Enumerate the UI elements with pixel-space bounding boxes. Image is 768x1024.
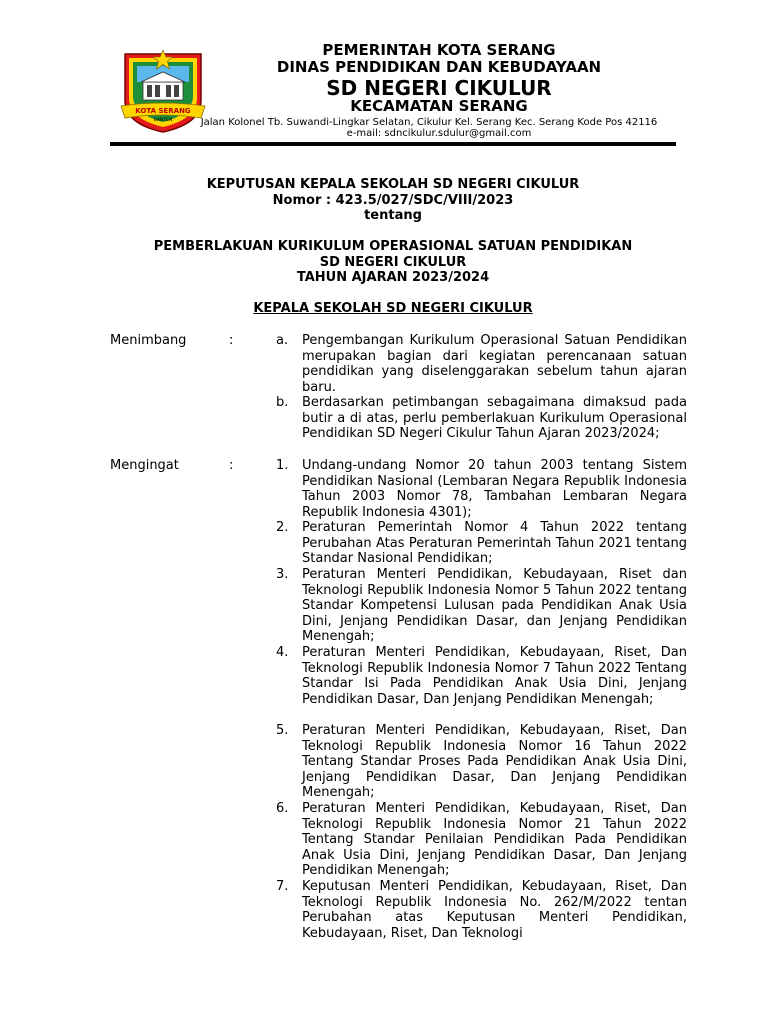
svg-text:BANTEN: BANTEN bbox=[153, 118, 173, 123]
decree-number: Nomor : 423.5/027/SDC/VIII/2023 bbox=[272, 193, 514, 208]
item-number: 7. bbox=[276, 879, 289, 894]
item-text: Peraturan Menteri Pendidikan, Kebudayaan, Riset, Dan Teknologi Republik Indonesia Nomor 21 Tahun 2022 Tentang Standar Penilaian Pendidikan Pada Pendidikan Anak Usia Dini, Jenjang Pendidikan Dasar, Dan Jenjang Pendidikan Menengah; bbox=[302, 801, 687, 878]
subject-line-1: PEMBERLAKUAN KURIKULUM OPERASIONAL SATUAN PENDIDIKAN bbox=[153, 239, 633, 254]
item-text: Peraturan Pemerintah Nomor 4 Tahun 2022 tentang Perubahan Atas Peraturan Pemerintah Tahun 2021 tentang Standar Nasional Pendidikan; bbox=[302, 520, 687, 566]
item-text: Undang-undang Nomor 20 tahun 2003 tentang Sistem Pendidikan Nasional (Lembaran Negara Republik Indonesia Tahun 2003 Nomor 78, Tambahan Lembaran Negara Republik Indonesia 4301); bbox=[302, 458, 687, 520]
decree-about: tentang bbox=[364, 208, 422, 223]
svg-text:KOTA SERANG: KOTA SERANG bbox=[135, 107, 191, 115]
item-number: 2. bbox=[276, 520, 289, 535]
item-number: a. bbox=[276, 333, 289, 348]
item-number: 6. bbox=[276, 801, 289, 816]
item-text: Pengembangan Kurikulum Operasional Satuan Pendidikan merupakan bagian dari kegiatan perencanaan satuan pendidikan yang diselenggarakan sebelum tahun ajaran baru. bbox=[302, 333, 687, 395]
item-text: Peraturan Menteri Pendidikan, Kebudayaan, Riset, Dan Teknologi Republik Indonesia Nomor 7 Tahun 2022 Tentang Standar Isi Pada Pendidikan Anak Usia Dini, Jenjang Pendidikan Dasar, Dan Jenjang Pendidikan Menengah; bbox=[302, 645, 687, 707]
menimbang-label: Menimbang bbox=[110, 333, 187, 348]
item-text: Keputusan Menteri Pendidikan, Kebudayaan, Riset, Dan Teknologi Republik Indonesia No. 262/M/2022 tentan Perubahan atas Keputusan Menteri Pendidikan, Kebudayaan, Riset, Dan Teknologi bbox=[302, 879, 687, 941]
gov-title: PEMERINTAH KOTA SERANG bbox=[322, 41, 556, 59]
item-text: Peraturan Menteri Pendidikan, Kebudayaan, Riset, Dan Teknologi Republik Indonesia Nomor 16 Tahun 2022 Tentang Standar Proses Pada Pendidikan Anak Usia Dini, Jenjang Pendidikan Dasar, Dan Jenjang Pendidikan Menengah; bbox=[302, 723, 687, 800]
school-email: e-mail: sdncikulur.sdulur@gmail.com bbox=[346, 128, 532, 139]
decree-title: KEPUTUSAN KEPALA SEKOLAH SD NEGERI CIKULUR bbox=[206, 177, 580, 192]
letterhead-divider bbox=[110, 142, 676, 146]
principal-heading: KEPALA SEKOLAH SD NEGERI CIKULUR bbox=[253, 301, 533, 316]
school-address: Jalan Kolonel Tb. Suwandi-Lingkar Selatan, Cikulur Kel. Serang Kec. Serang Kode Pos 42116 bbox=[200, 117, 658, 128]
district-name: KECAMATAN SERANG bbox=[350, 97, 528, 115]
item-number: 1. bbox=[276, 458, 289, 473]
menimbang-colon: : bbox=[229, 333, 234, 348]
item-number: b. bbox=[276, 395, 289, 410]
school-name: SD NEGERI CIKULUR bbox=[326, 76, 552, 100]
item-text: Peraturan Menteri Pendidikan, Kebudayaan, Riset dan Teknologi Republik Indonesia Nomor 5 Tahun 2022 tentang Standar Kompetensi Lulusan pada Pendidikan Anak Usia Dini, Jenjang Pendidikan Dasar, dan Jenjang Pendidikan Menengah; bbox=[302, 567, 687, 644]
item-text: Berdasarkan petimbangan sebagaimana dimaksud pada butir a di atas, perlu pemberlakuan Kurikulum Operasional Pendidikan SD Negeri Cikulur Tahun Ajaran 2023/2024; bbox=[302, 395, 687, 441]
mengingat-colon: : bbox=[229, 458, 234, 473]
item-number: 3. bbox=[276, 567, 289, 582]
subject-line-3: TAHUN AJARAN 2023/2024 bbox=[296, 270, 490, 285]
subject-line-2: SD NEGERI CIKULUR bbox=[319, 255, 467, 270]
item-number: 4. bbox=[276, 645, 289, 660]
mengingat-label: Mengingat bbox=[110, 458, 179, 473]
item-number: 5. bbox=[276, 723, 289, 738]
agency-title: DINAS PENDIDIKAN DAN KEBUDAYAAN bbox=[276, 58, 602, 76]
